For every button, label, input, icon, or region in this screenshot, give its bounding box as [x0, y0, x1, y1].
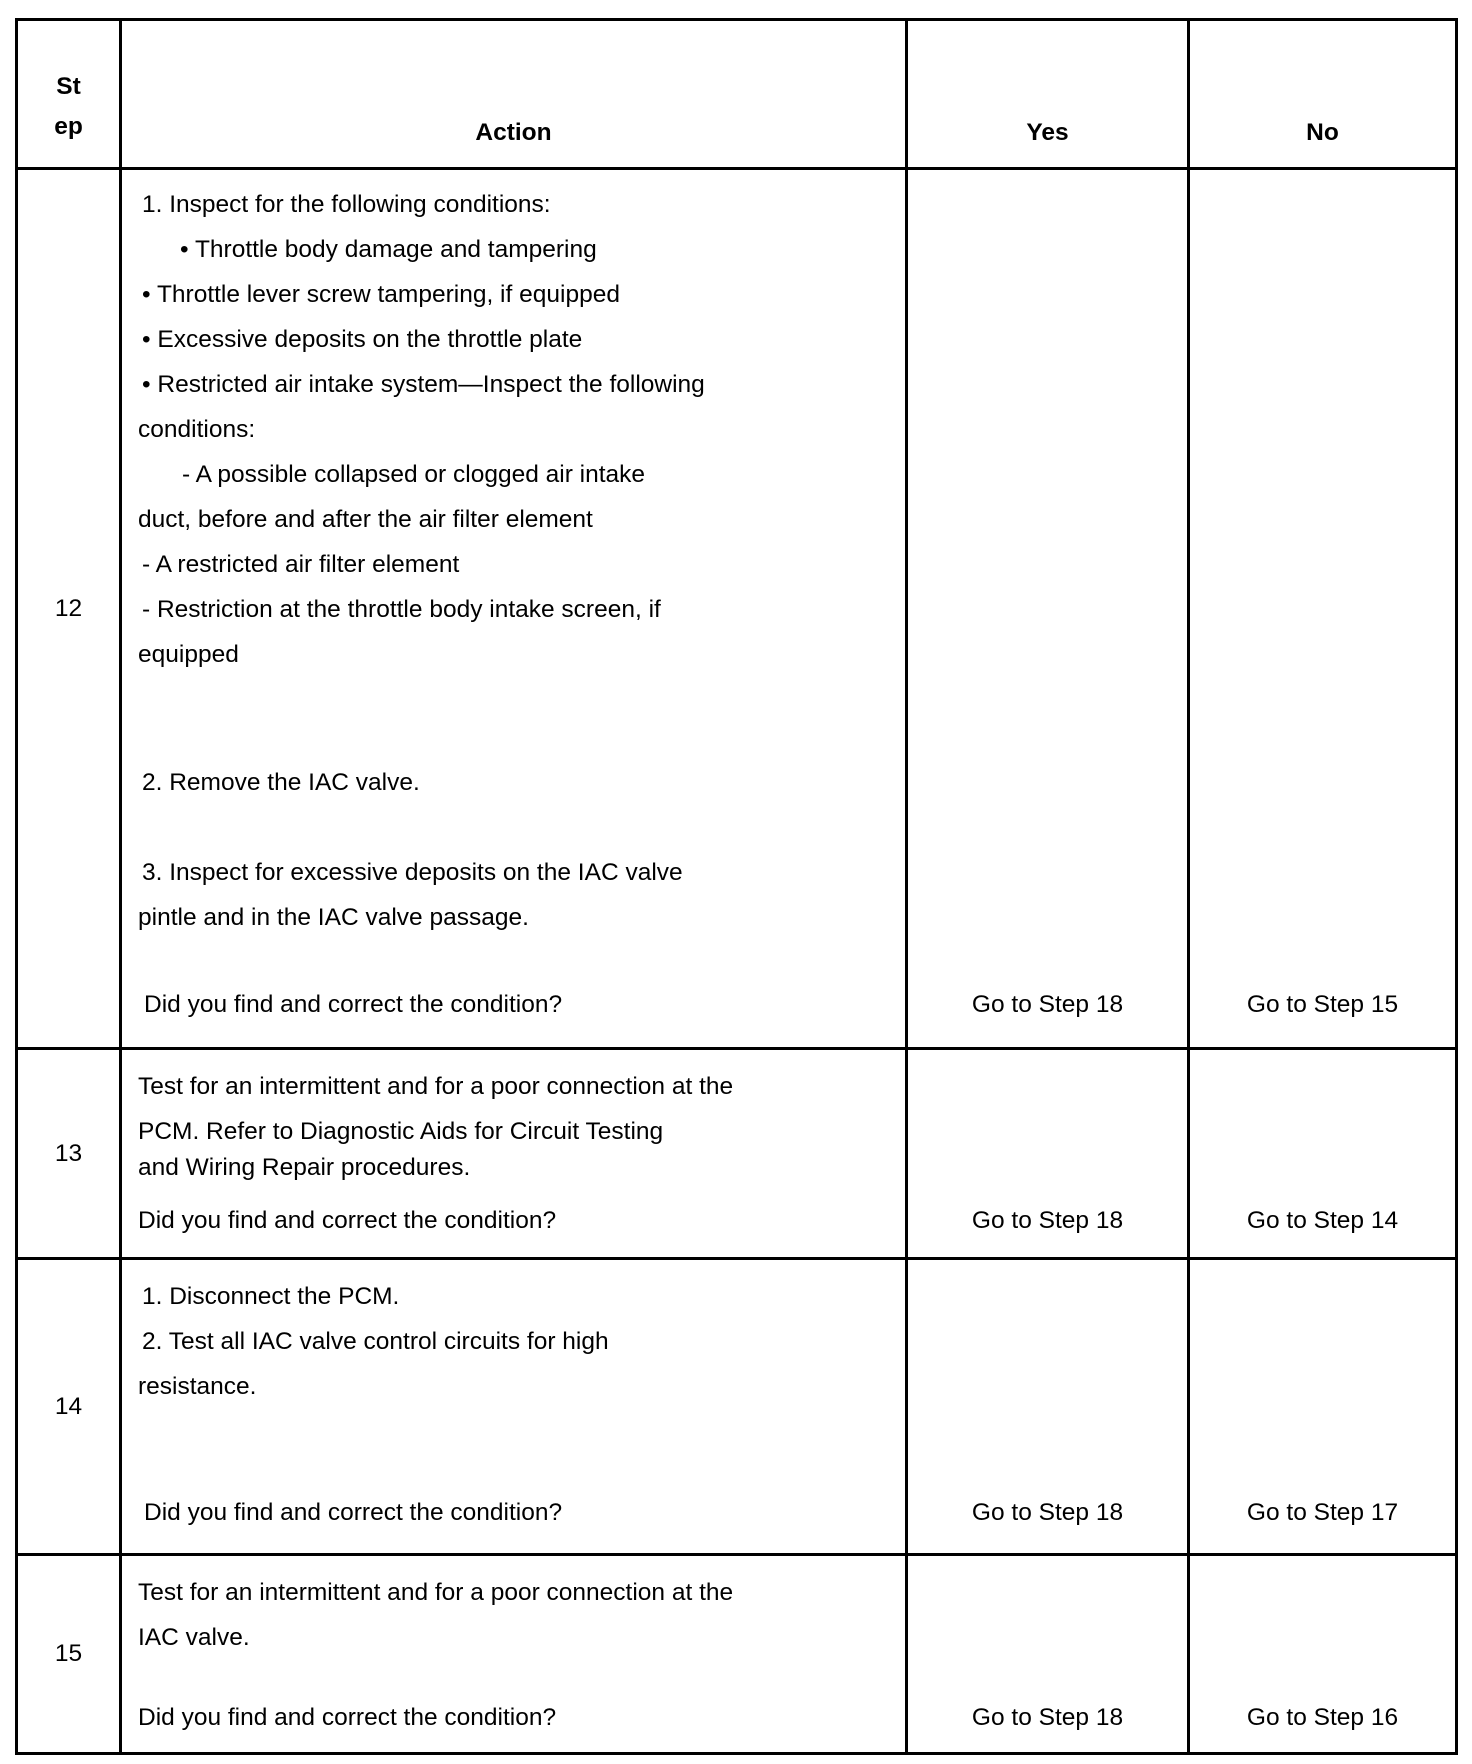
question-line: Did you find and correct the condition? [138, 1207, 557, 1234]
action-line: - Restriction at the throttle body intake screen, if [142, 596, 661, 623]
action-line: - A possible collapsed or clogged air intake [182, 461, 646, 488]
action-cell [121, 1555, 907, 1754]
yes-answer: Go to Step 18 [971, 1704, 1124, 1731]
no-answer: Go to Step 16 [1246, 1704, 1399, 1731]
action-line: equipped [138, 641, 239, 668]
action-line: and Wiring Repair procedures. [138, 1154, 471, 1181]
header-step-line2: ep [54, 113, 83, 140]
question-line: Did you find and correct the condition? [144, 991, 563, 1018]
no-cell [1189, 1259, 1457, 1555]
step-number: 14 [17, 1259, 121, 1555]
action-cell [121, 169, 907, 1049]
action-line: duct, before and after the air filter element [138, 506, 593, 533]
yes-cell [907, 169, 1189, 1049]
yes-answer: Go to Step 18 [971, 991, 1124, 1018]
no-answer: Go to Step 17 [1246, 1499, 1399, 1526]
question-line: Did you find and correct the condition? [144, 1499, 563, 1526]
header-no: No [1189, 20, 1457, 169]
action-line: PCM. Refer to Diagnostic Aids for Circuit Testing [138, 1118, 664, 1145]
yes-answer: Go to Step 18 [971, 1207, 1124, 1234]
header-yes: Yes [907, 20, 1189, 169]
diagnostic-table [15, 18, 1458, 1755]
yes-cell [907, 1049, 1189, 1259]
table-row [17, 1049, 1457, 1259]
yes-answer: Go to Step 18 [971, 1499, 1124, 1526]
action-line: 1. Inspect for the following conditions: [142, 191, 551, 218]
action-line: conditions: [138, 416, 256, 443]
action-line: 1. Disconnect the PCM. [142, 1283, 400, 1310]
no-cell [1189, 1049, 1457, 1259]
table-row [17, 169, 1457, 1049]
no-answer: Go to Step 15 [1246, 991, 1399, 1018]
table-row [17, 1555, 1457, 1754]
step-number: 12 [17, 169, 121, 1049]
action-line: pintle and in the IAC valve passage. [138, 904, 529, 931]
table-row [17, 1259, 1457, 1555]
no-cell [1189, 1555, 1457, 1754]
action-line: resistance. [138, 1373, 257, 1400]
yes-cell [907, 1259, 1189, 1555]
step-number: 15 [17, 1555, 121, 1754]
action-line: 3. Inspect for excessive deposits on the IAC valve [142, 859, 683, 886]
no-answer: Go to Step 14 [1246, 1207, 1399, 1234]
action-line: • Restricted air intake system—Inspect the following [142, 371, 705, 398]
action-line: Test for an intermittent and for a poor connection at the [138, 1073, 734, 1100]
action-line: 2. Remove the IAC valve. [142, 769, 420, 796]
action-line: • Throttle lever screw tampering, if equipped [142, 281, 620, 308]
action-line: • Excessive deposits on the throttle plate [142, 326, 583, 353]
action-cell [121, 1259, 907, 1555]
action-line: Test for an intermittent and for a poor connection at the [138, 1579, 734, 1606]
action-cell [121, 1049, 907, 1259]
header-step-line1: St [56, 73, 81, 100]
action-line: 2. Test all IAC valve control circuits for high [142, 1328, 609, 1355]
action-line: • Throttle body damage and tampering [180, 236, 597, 263]
no-cell [1189, 169, 1457, 1049]
action-line: IAC valve. [138, 1624, 250, 1651]
yes-cell [907, 1555, 1189, 1754]
action-line: - A restricted air filter element [142, 551, 460, 578]
header-row [17, 20, 1457, 169]
header-action: Action [121, 20, 907, 169]
question-line: Did you find and correct the condition? [138, 1704, 557, 1731]
header-step [17, 20, 121, 169]
step-number: 13 [17, 1049, 121, 1259]
